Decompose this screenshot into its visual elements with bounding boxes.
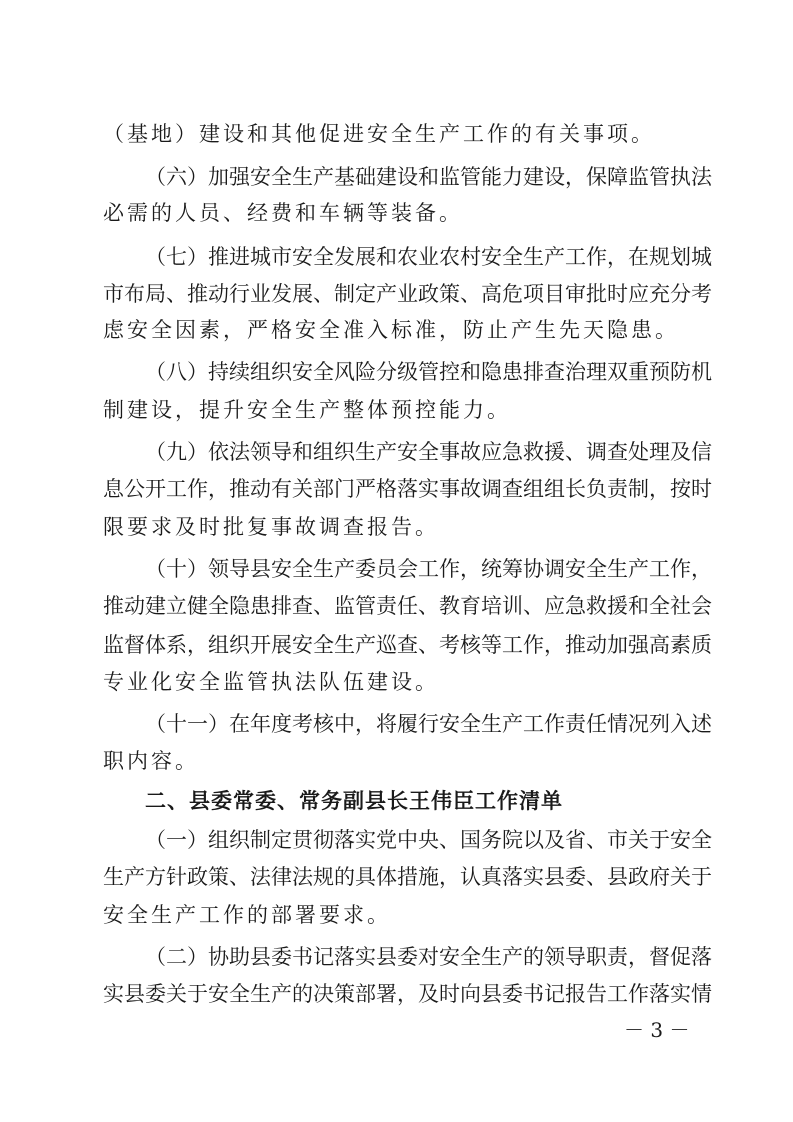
text-line: （基地）建设和其他促进安全生产工作的有关事项。 bbox=[103, 122, 655, 146]
text-line: （ 七 ） 推 进 城 市 安 全 发 展 和 农 业 农 村 安 全 生 产 工 作 ， 在 规 划 城 bbox=[145, 245, 712, 269]
text-line: 市 布 局 、 推 动 行 业 发 展 、 制 定 产 业 政 策 、 高 危 项 目 审 批 时 应 充 分 考 bbox=[103, 282, 712, 306]
text-line: 限要求及时批复事故调查报告。 bbox=[103, 515, 439, 539]
text-line: 推 动 建 立 健 全 隐 患 排 查 、 监 管 责 任 、 教 育 培 训 、 应 急 救 援 和 全 社 会 bbox=[103, 594, 712, 618]
text-line: 必需的人员、经费和车辆等装备。 bbox=[103, 201, 463, 225]
text-line: 生 产 方 针 政 策 、 法 律 法 规 的 具 体 措 施 ， 认 真 落 实 县 委 、 县 政 府 关 于 bbox=[103, 865, 712, 889]
text-line: （ 十 一 ） 在 年 度 考 核 中 ， 将 履 行 安 全 生 产 工 作 责 任 情 况 列 入 述 bbox=[145, 712, 712, 736]
text-line: 监 督 体 系 ， 组 织 开 展 安 全 生 产 巡 查 、 考 核 等 工 作 ， 推 动 加 强 高 素 质 bbox=[103, 633, 712, 657]
text-line: （ 六 ） 加 强 安 全 生 产 基 础 建 设 和 监 管 能 力 建 设 ， 保 障 监 管 执 法 bbox=[145, 165, 712, 189]
text-line: 安全生产工作的部署要求。 bbox=[103, 903, 391, 927]
section-heading: 二、县委常委、常务副县长王伟臣工作清单 bbox=[145, 789, 563, 813]
text-line: （ 一 ） 组 织 制 定 贯 彻 落 实 党 中 央 、 国 务 院 以 及 省 、 市 关 于 安 全 bbox=[145, 828, 712, 852]
text-line: 专业化安全监管执法队伍建设。 bbox=[103, 670, 439, 694]
text-line: 职内容。 bbox=[103, 749, 199, 773]
page-number: － 3 － bbox=[624, 1018, 690, 1042]
text-line: 实 县 委 关 于 安 全 生 产 的 决 策 部 署 ， 及 时 向 县 委 书 记 报 告 工 作 落 实 情 bbox=[103, 982, 712, 1006]
text-line: 制建设，提升安全生产整体预控能力。 bbox=[103, 398, 511, 422]
text-line: （ 九 ） 依 法 领 导 和 组 织 生 产 安 全 事 故 应 急 救 援 、 调 查 处 理 及 信 bbox=[145, 440, 712, 464]
text-line: （ 八 ） 持 续 组 织 安 全 风 险 分 级 管 控 和 隐 患 排 查 治 理 双 重 预 防 机 bbox=[145, 360, 712, 384]
text-line: 息 公 开 工 作 ， 推 动 有 关 部 门 严 格 落 实 事 故 调 查 组 组 长 负 责 制 ， 按 时 bbox=[103, 477, 712, 501]
text-line: 虑安全因素，严格安全准入标准，防止产生先天隐患。 bbox=[103, 318, 679, 342]
text-line: （ 十 ） 领 导 县 安 全 生 产 委 员 会 工 作 ， 统 筹 协 调 安 全 生 产 工 作 ， bbox=[145, 557, 712, 581]
text-line: （ 二 ） 协 助 县 委 书 记 落 实 县 委 对 安 全 生 产 的 领 导 职 责 ， 督 促 落 bbox=[145, 945, 712, 969]
